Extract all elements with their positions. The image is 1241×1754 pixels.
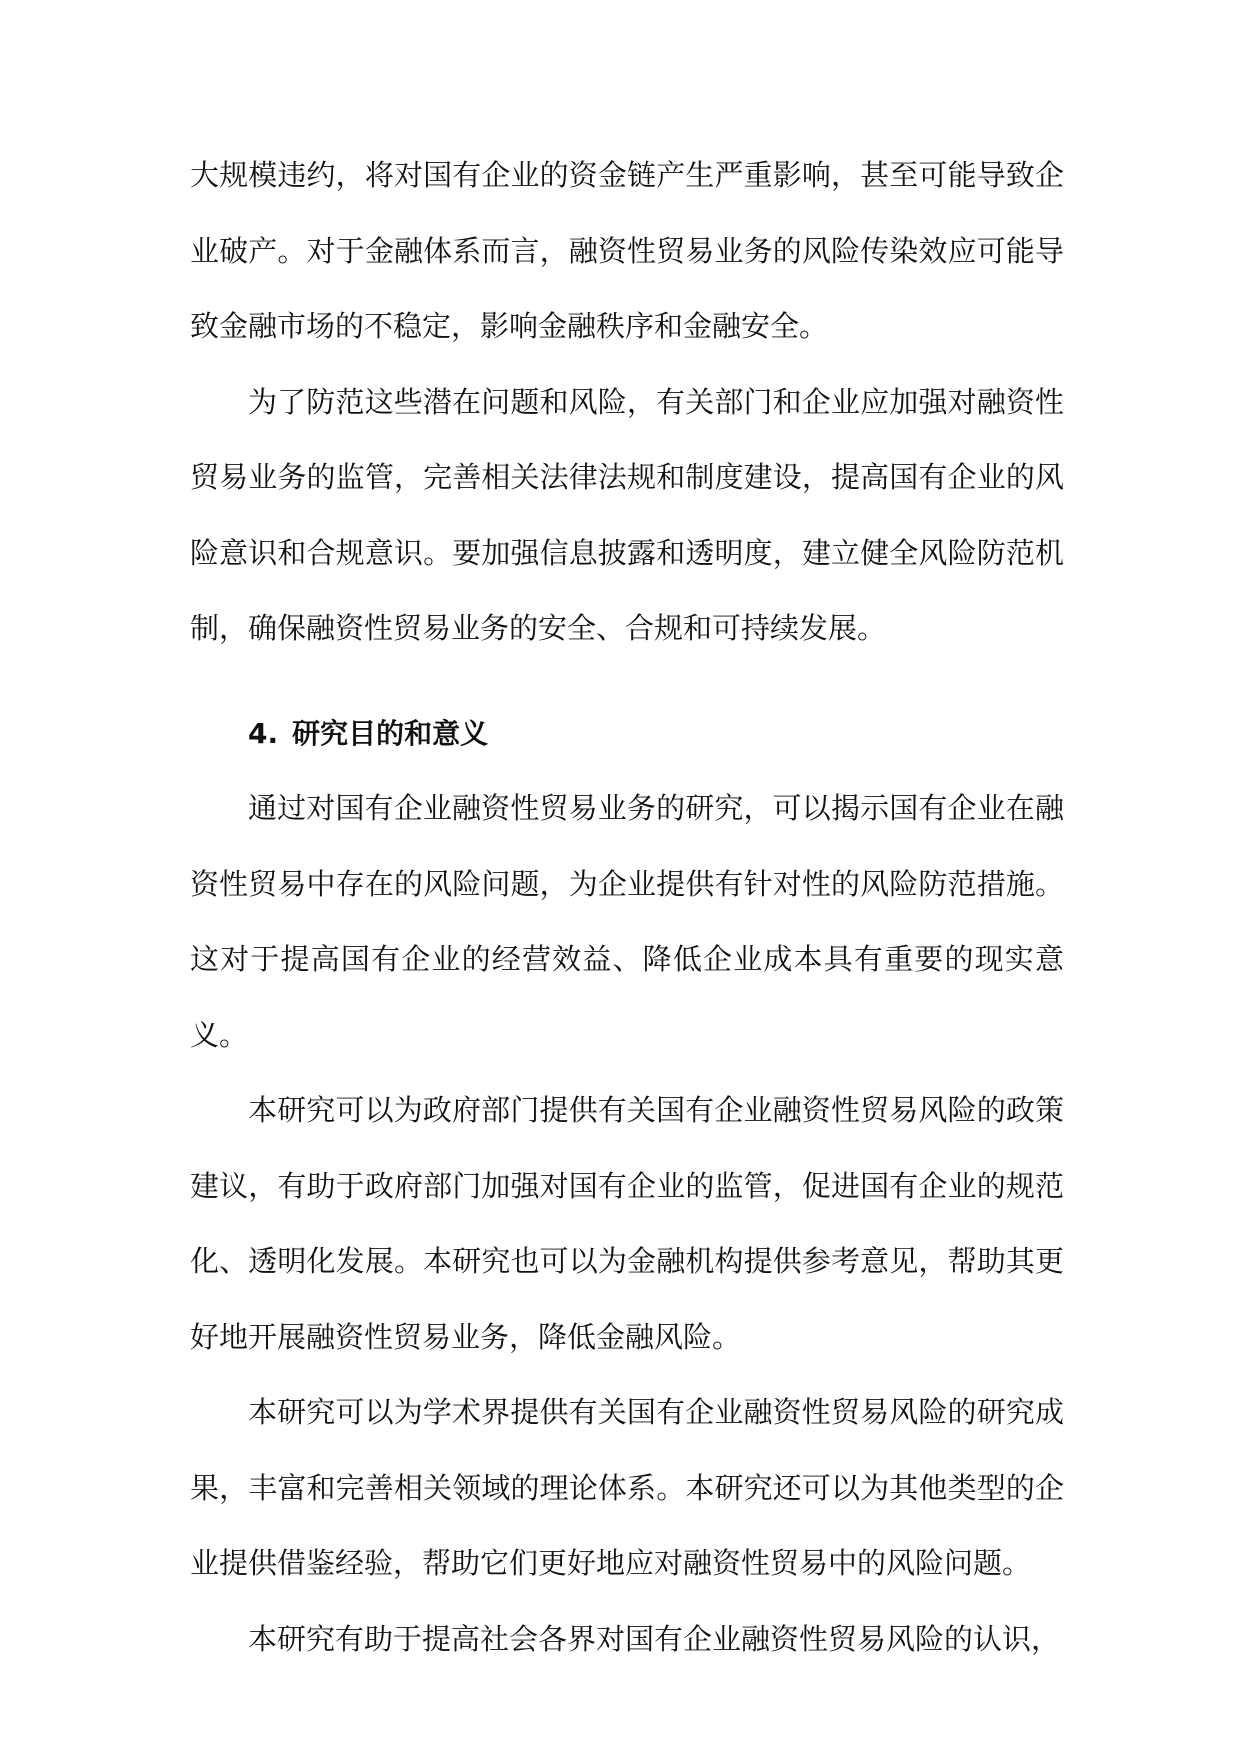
section-heading [190,696,1064,772]
section-title: 研究目的和意义 [292,716,489,750]
document-body [190,138,1064,1677]
section-number: 4. [248,716,279,750]
paragraph: 本研究有助于提高社会各界对国有企业融资性贸易风险的认识， [248,1621,1061,1656]
paragraph: 本研究可以为学术界提供有关国有企业融资性贸易风险的研究成果，丰富和完善相关领域的理论体系。本研究还可以为其他类型的企业提供借鉴经验，帮助它们更好地应对融资性贸易中的风险问题。 [190,1395,1064,1580]
paragraph-continued: 大规模违约，将对国有企业的资金链产生严重影响，甚至可能导致企业破产。对于金融体系而言，融资性贸易业务的风险传染效应可能导致金融市场的不稳定，影响金融秩序和金融安全。 [190,158,1064,343]
paragraph: 通过对国有企业融资性贸易业务的研究，可以揭示国有企业在融资性贸易中存在的风险问题，为企业提供有针对性的风险防范措施。这对于提高国有企业的经营效益、降低企业成本具有重要的现实意义。 [190,791,1064,1052]
paragraph: 为了防范这些潜在问题和风险，有关部门和企业应加强对融资性贸易业务的监管，完善相关法律法规和制度建设，提高国有企业的风险意识和合规意识。要加强信息披露和透明度，建立健全风险防范机制，确保融资性贸易业务的安全、合规和可持续发展。 [190,384,1064,645]
paragraph: 本研究可以为政府部门提供有关国有企业融资性贸易风险的政策建议，有助于政府部门加强对国有企业的监管，促进国有企业的规范化、透明化发展。本研究也可以为金融机构提供参考意见，帮助其更好地开展融资性贸易业务，降低金融风险。 [190,1093,1064,1354]
